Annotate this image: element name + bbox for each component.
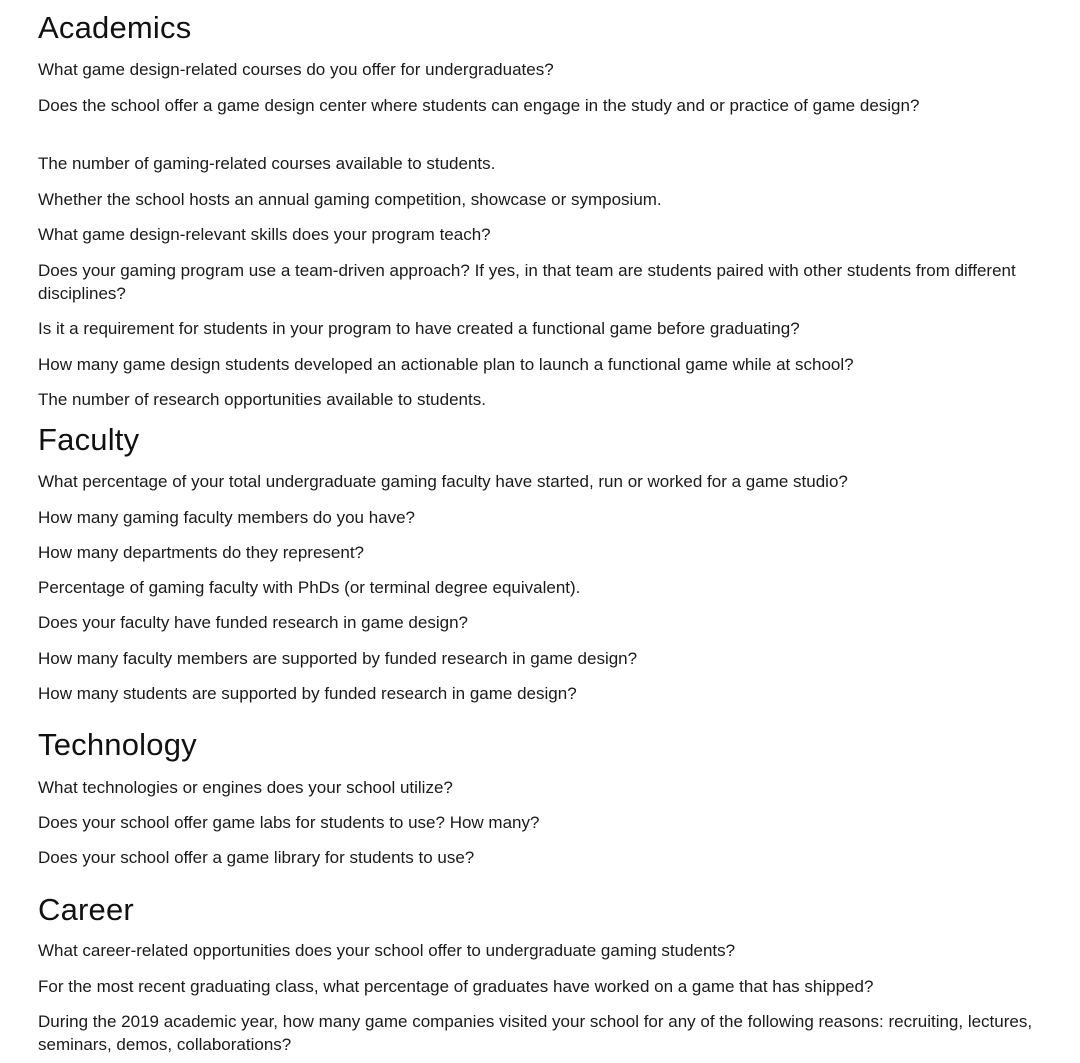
list-item: Does the school offer a game design center where students can engage in the study and or practice of game design? [38,96,920,115]
list-item: During the 2019 academic year, how many game companies visited your school for any of the following reasons: recruiting, lectures, seminars, demos, collaborations? [38,1012,1033,1054]
section-title-technology: Technology [38,727,197,762]
list-item: How many students are supported by funded research in game design? [38,684,577,703]
list-item: How many departments do they represent? [38,543,365,562]
list-item: The number of research opportunities available to students. [38,390,486,409]
list-item: What game design-relevant skills does your program teach? [38,225,491,244]
list-item: What percentage of your total undergraduate gaming faculty have started, run or worked for a game studio? [38,472,848,491]
list-item: Does your gaming program use a team-driven approach? If yes, in that team are students paired with other students from different disciplines? [38,261,1016,303]
list-item: How many faculty members are supported by funded research in game design? [38,649,638,668]
section-title-career: Career [38,892,134,927]
list-item: What career-related opportunities does your school offer to undergraduate gaming students? [38,941,736,960]
list-item: Does your school offer a game library for students to use? [38,848,475,867]
list-item: What technologies or engines does your school utilize? [38,778,453,797]
section-title-academics: Academics [38,10,192,45]
list-item: Is it a requirement for students in your program to have created a functional game before graduating? [38,319,800,338]
section-title-faculty: Faculty [38,422,140,457]
list-item: How many game design students developed an actionable plan to launch a functional game while at school? [38,355,854,374]
list-item: Whether the school hosts an annual gaming competition, showcase or symposium. [38,190,662,209]
list-item: Does your school offer game labs for students to use? How many? [38,813,540,832]
list-item: The number of gaming-related courses available to students. [38,154,496,173]
list-item: Percentage of gaming faculty with PhDs (or terminal degree equivalent). [38,578,581,597]
list-item: What game design-related courses do you offer for undergraduates? [38,60,554,79]
list-item: How many gaming faculty members do you have? [38,508,416,527]
list-item: For the most recent graduating class, what percentage of graduates have worked on a game that has shipped? [38,977,874,996]
list-item: Does your faculty have funded research in game design? [38,613,468,632]
